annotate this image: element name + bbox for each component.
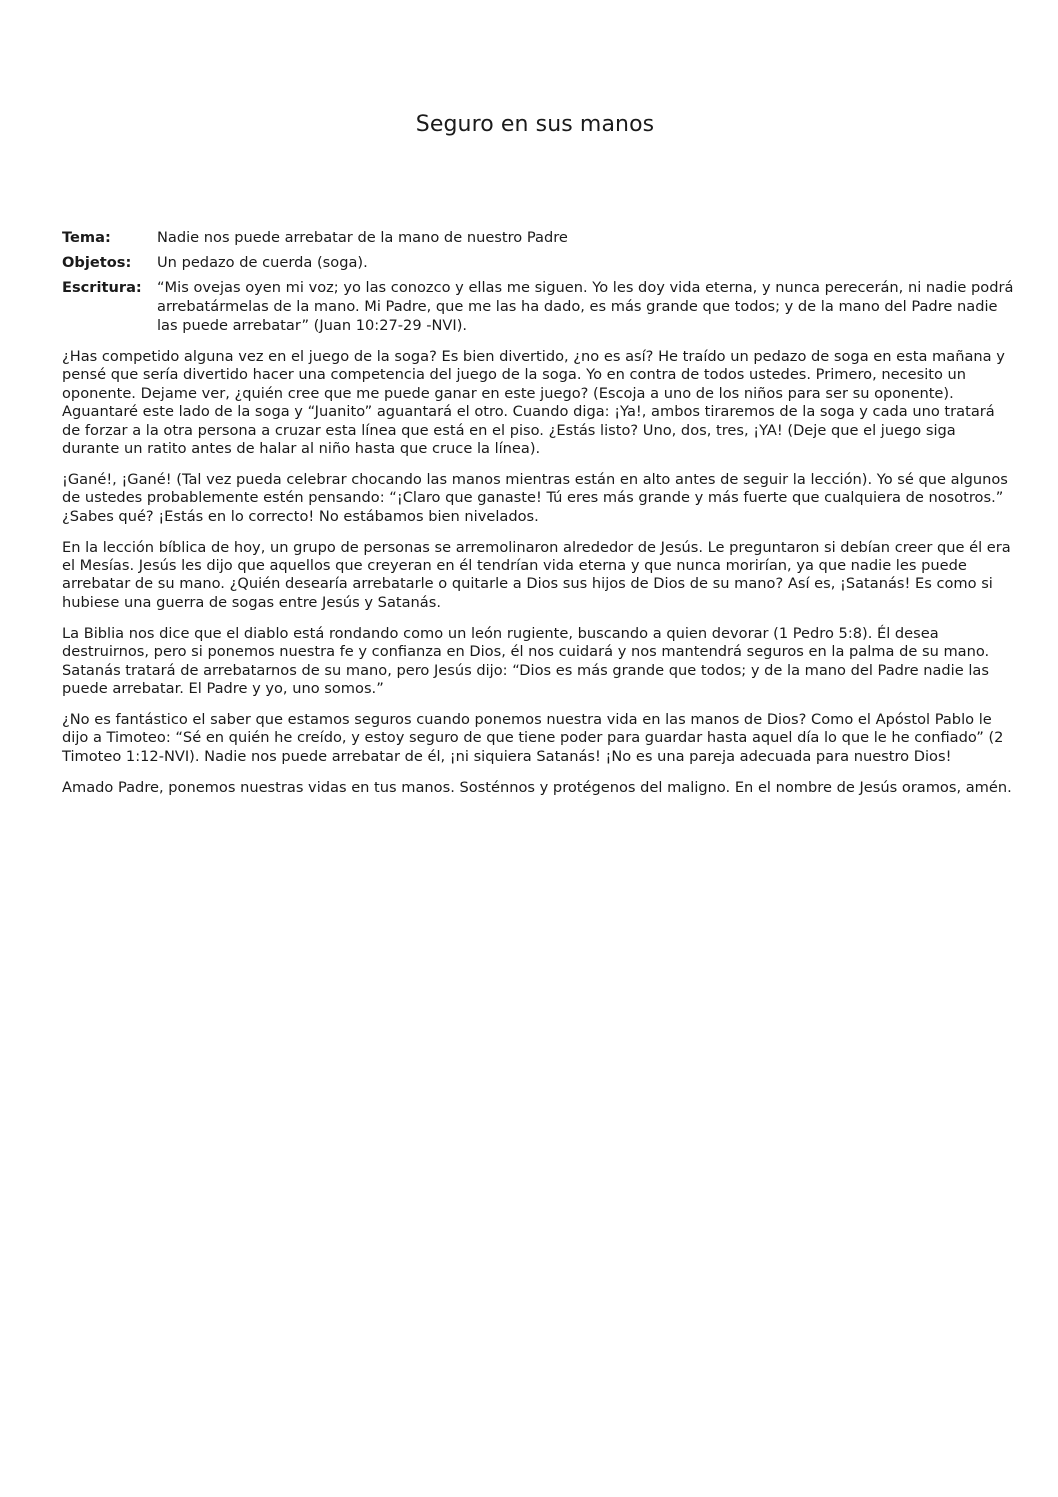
paragraph-intro: ¿Has competido alguna vez en el juego de la soga? Es bien divertido, ¿no es así? He traído un pedazo de soga en esta mañana y pensé que sería divertido hacer una competencia del juego de la soga. Yo en contra de todos ustedes. Primero, necesito un oponente. Dejame ver, ¿quién cree que me puede ganar en este juego? (Escoja a uno de los niños para ser su oponente). Aguantaré este lado de la soga y “Juanito” aguantará el otro. Cuando diga: ¡Ya!, ambos tiraremos de la soga y cada uno tratará de forzar a la otra persona a cruzar esta línea que está en el piso. ¿Estás listo? Uno, dos, tres, ¡YA! (Deje que el juego siga durante un ratito antes de halar al niño hasta que cruce la línea). [62,348,1005,458]
meta-row-tema [62,228,1022,247]
tema-value: Nadie nos puede arrebatar de la mano de nuestro Padre [157,229,568,246]
escritura-value: “Mis ovejas oyen mi voz; yo las conozco y ellas me siguen. Yo les doy vida eterna, y nunca perecerán, ni nadie podrá arrebatármelas de la mano. Mi Padre, que me las ha dado, es más grande que todos; y de la mano del Padre nadie las puede arrebatar” (Juan 10:27-29 -NVI). [157,279,1014,334]
meta-row-objetos [62,253,1022,272]
lesson-metadata [62,228,1022,341]
paragraph-conclusion: ¿No es fantástico el saber que estamos seguros cuando ponemos nuestra vida en las manos de Dios? Como el Apóstol Pablo le dijo a Timoteo: “Sé en quién he creído, y estoy seguro de que tiene poder para guardar hasta aquel día lo que le he confiado” (2 Timoteo 1:12-NVI). Nadie nos puede arrebatar de él, ¡ni siquiera Satanás! ¡No es una pareja adecuada para nuestro Dios! [62,710,1004,765]
objetos-label: Objetos: [62,254,132,271]
paragraph-victory: ¡Gané!, ¡Gané! (Tal vez pueda celebrar chocando las manos mientras están en alto antes de seguir la lección). Yo sé que algunos de ustedes probablemente estén pensando: “¡Claro que ganaste! Tú eres más grande y más fuerte que cualquiera de nosotros.” ¿Sabes qué? ¡Estás en lo correcto! No estábamos bien nivelados. [62,470,1008,525]
tema-label: Tema: [62,229,111,246]
paragraph-lesson: En la lección bíblica de hoy, un grupo de personas se arremolinaron alrededor de Jesús. Le preguntaron si debían creer que él era el Mesías. Jesús les dijo que aquellos que creyeran en él tendrían vida eterna y que nunca morirían, ya que nadie les puede arrebatar de su mano. ¿Quién desearía arrebatarle o quitarle a Dios sus hijos de Dios de su mano? Así es, ¡Satanás! Es como si hubiese una guerra de sogas entre Jesús y Satanás. [62,538,1011,611]
paragraph-bible: La Biblia nos dice que el diablo está rondando como un león rugiente, buscando a quien devorar (1 Pedro 5:8). Él desea destruirnos, pero si ponemos nuestra fe y confianza en Dios, él nos cuidará y nos mantendrá seguros en la palma de su mano. Satanás tratará de arrebatarnos de su mano, pero Jesús dijo: “Dios es más grande que todos; y de la mano del Padre nadie las puede arrebatar. El Padre y yo, uno somos.” [62,624,990,697]
meta-row-escritura [62,278,1022,335]
escritura-label: Escritura: [62,279,142,296]
paragraph-prayer: Amado Padre, ponemos nuestras vidas en tus manos. Sosténnos y protégenos del maligno. En el nombre de Jesús oramos, amén. [62,778,1012,796]
objetos-value: Un pedazo de cuerda (soga). [157,254,368,271]
lesson-body [62,348,1012,810]
document-title: Seguro en sus manos [415,112,655,137]
